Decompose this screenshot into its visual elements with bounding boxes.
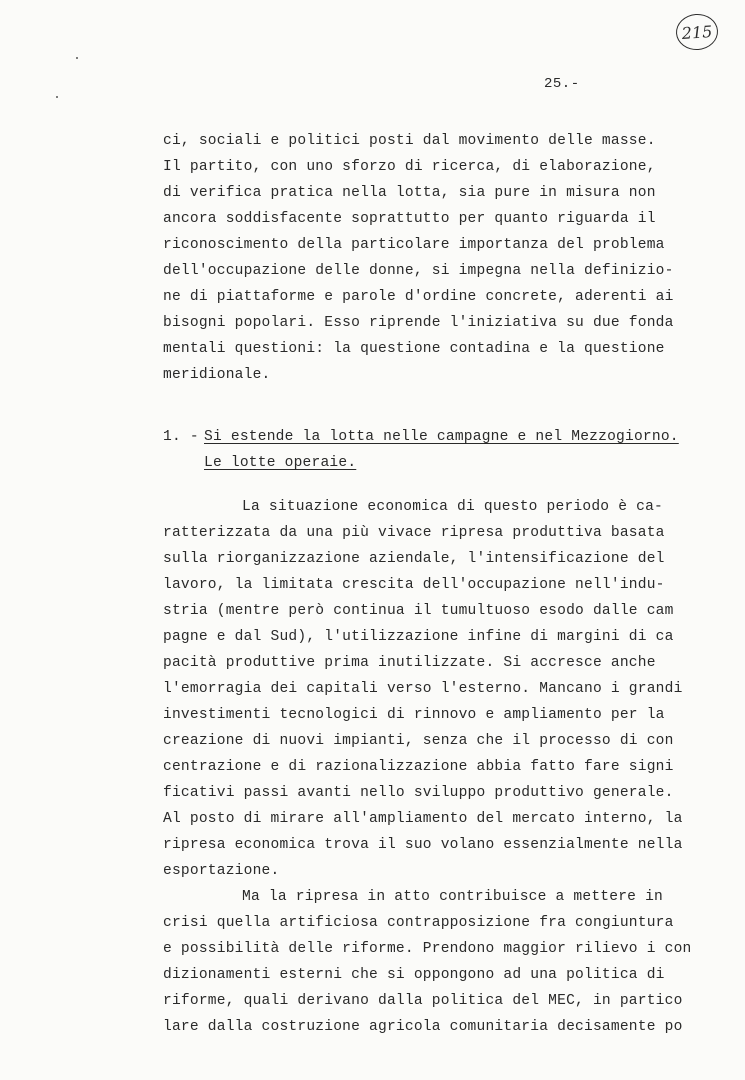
paragraph-line: centrazione e di razionalizzazione abbia fatto fare signi [163, 759, 674, 775]
paragraph-line: bisogni popolari. Esso riprende l'iniziativa su due fonda [163, 315, 674, 331]
paragraph-line: dizionamenti esterni che si oppongono ad una politica di [163, 967, 665, 983]
paragraph-line: pagne e dal Sud), l'utilizzazione infine di margini di ca [163, 629, 674, 645]
paragraph-line: pacità produttive prima inutilizzate. Si accresce anche [163, 655, 656, 671]
section-number: 1. - [163, 429, 199, 445]
paragraph-line: ficativi passi avanti nello sviluppo produttivo generale. [163, 785, 674, 801]
paragraph-line: l'emorragia dei capitali verso l'esterno. Mancano i grandi [163, 681, 683, 697]
paragraph-line: ripresa economica trova il suo volano essenzialmente nella [163, 837, 683, 853]
paragraph-line: ci, sociali e politici posti dal movimento delle masse. [163, 133, 656, 149]
paragraph-line: Al posto di mirare all'ampliamento del mercato interno, la [163, 811, 683, 827]
paragraph-line: Il partito, con uno sforzo di ricerca, di elaborazione, [163, 159, 656, 175]
scan-speck [56, 96, 58, 98]
paragraph-line: lare dalla costruzione agricola comunitaria decisamente po [163, 1019, 683, 1035]
archive-stamp-number: 215 [681, 21, 713, 43]
archive-stamp [675, 13, 719, 52]
section-title-line2: Le lotte operaie. [204, 455, 357, 471]
paragraph-line: di verifica pratica nella lotta, sia pure in misura non [163, 185, 656, 201]
paragraph-line: e possibilità delle riforme. Prendono maggior rilievo i con [163, 941, 692, 957]
paragraph-line: creazione di nuovi impianti, senza che il processo di con [163, 733, 674, 749]
paragraph-line: mentali questioni: la questione contadina e la questione [163, 341, 665, 357]
paragraph-line: riconoscimento della particolare importanza del problema [163, 237, 665, 253]
paragraph-line: riforme, quali derivano dalla politica del MEC, in partico [163, 993, 683, 1009]
paragraph-line: stria (mentre però continua il tumultuoso esodo dalle cam [163, 603, 674, 619]
paragraph-line: ne di piattaforme e parole d'ordine concrete, aderenti ai [163, 289, 674, 305]
section-title-line1: Si estende la lotta nelle campagne e nel Mezzogiorno. [204, 429, 679, 445]
paragraph-line: lavoro, la limitata crescita dell'occupazione nell'indu- [163, 577, 665, 593]
paragraph-line: esportazione. [163, 863, 280, 879]
page-number: 25.- [544, 76, 580, 92]
paragraph-line: crisi quella artificiosa contrapposizione fra congiuntura [163, 915, 674, 931]
paragraph-line: sulla riorganizzazione aziendale, l'intensificazione del [163, 551, 665, 567]
paragraph-line: investimenti tecnologici di rinnovo e ampliamento per la [163, 707, 665, 723]
paragraph-line: Ma la ripresa in atto contribuisce a mettere in [242, 889, 664, 905]
paragraph-line: ancora soddisfacente soprattutto per quanto riguarda il [163, 211, 656, 227]
paragraph-line: ratterizzata da una più vivace ripresa produttiva basata [163, 525, 665, 541]
paragraph-line: meridionale. [163, 367, 271, 383]
paragraph-line: La situazione economica di questo periodo è ca- [242, 499, 664, 515]
paragraph-line: dell'occupazione delle donne, si impegna nella definizio- [163, 263, 674, 279]
scan-speck [76, 57, 78, 59]
